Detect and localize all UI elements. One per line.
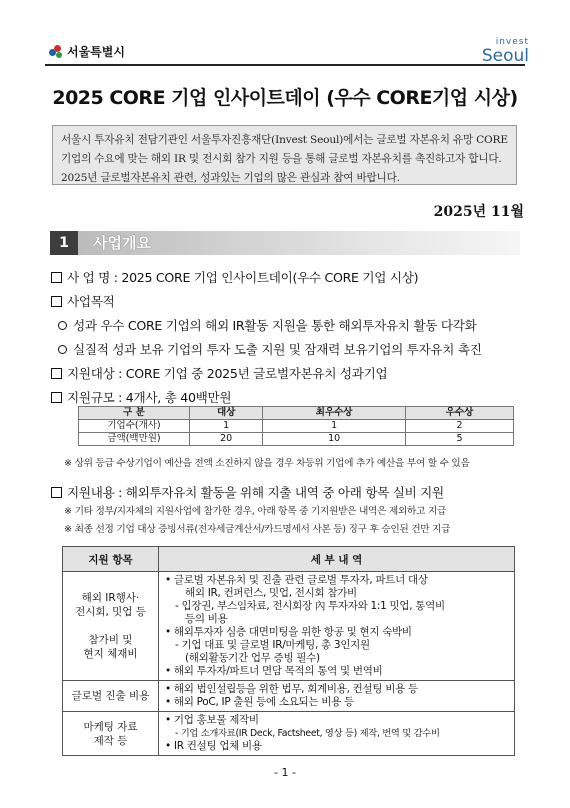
detail-line: • IR 컨설팅 업체 비용	[165, 740, 262, 752]
intro-line: 2025년 글로벌자본유치 관련, 성과있는 기업의 많은 관심과 참여 바랍니다.	[61, 172, 400, 184]
seoul-logo-icon	[49, 45, 63, 59]
intro-box	[52, 125, 517, 185]
purpose-bullet-2: 실질적 성과 보유 기업의 투자 도출 지원 및 잠재력 보유기업의 투자유치 촉진	[58, 339, 482, 358]
item-scale: 지원규모 : 4개사, 총 40백만원	[51, 387, 231, 406]
table-cell: 1	[263, 420, 406, 433]
circle-bullet-icon	[58, 321, 67, 330]
item-content: 지원내용 : 해외투자유치 활동을 위해 지출 내역 중 아래 항목 실비 지원	[51, 482, 444, 501]
table-row	[79, 433, 514, 446]
page-number: - 1 -	[274, 766, 296, 779]
intro-line: 서울시 투자유치 전담기관인 서울투자진흥재단(Invest Seoul)에서는 글로벌 자본유치 유망 CORE	[61, 134, 508, 146]
table-header-cell: 최우수상	[263, 407, 406, 420]
detail-line: • 기업 홍보물 제작비	[165, 714, 259, 726]
scale-note: ※ 상위 등급 수상기업이 예산을 전액 소진하지 않을 경우 차등위 기업에 추가 예산을 부여 할 수 있음	[64, 458, 470, 469]
detail-line: - 기업 대표 및 글로벌 IR/마케팅, 총 3인지원	[175, 639, 370, 651]
seoul-city-label: 서울특별시	[67, 45, 125, 59]
detail-line: - 기업 소개자료(IR Deck, Factsheet, 영상 등) 제작, 번역 및 감수비	[175, 728, 440, 739]
table-header-cell: 대상	[190, 407, 263, 420]
checkbox-square-icon	[51, 368, 62, 379]
table-cell: 금액(백만원)	[79, 433, 190, 446]
checkbox-square-icon	[51, 392, 62, 403]
header-divider	[45, 64, 525, 66]
detail-line: • 해외투자자 심층 대면미팅을 위한 항공 및 현지 숙박비	[165, 626, 412, 638]
invest-seoul-logo: invest Seoul	[481, 37, 529, 66]
table-header-row	[79, 407, 514, 420]
content-note-1: ※ 기타 정부/지자체의 지원사업에 참가한 경우, 아래 항목 중 기지원받은 내역은 제외하고 지급	[64, 506, 447, 517]
detail-line: - 입장권, 부스임차료, 전시회장 內 투자자와 1:1 밋업, 통역비	[175, 600, 445, 612]
table-cell: 기업수(개사)	[79, 420, 190, 433]
table-header-cell: 구 분	[79, 407, 190, 420]
table-cell: 10	[263, 433, 406, 446]
table-header-cell: 세 부 내 역	[159, 547, 515, 572]
circle-bullet-icon	[58, 345, 67, 354]
checkbox-square-icon	[51, 296, 62, 307]
table-header-cell: 지원 항목	[63, 547, 159, 572]
section-number: 1	[50, 231, 78, 255]
checkbox-square-icon	[51, 272, 62, 283]
item-name: 사 업 명 : 2025 CORE 기업 인사이트데이(우수 CORE 기업 시상)	[51, 267, 418, 286]
content-note-2: ※ 최종 선정 기업 대상 증빙서류(전자세금계산서/카드명세서 사본 등) 징구 후 승인된 건만 지급	[64, 524, 451, 535]
support-category-cell: 해외 IR행사· 전시회, 밋업 등 참가비 및 현지 체재비	[63, 572, 159, 681]
intro-line: 기업의 수요에 맞는 해외 IR 및 전시회 참가 지원 등을 통해 글로벌 자본유치를 촉진하고자 합니다.	[61, 153, 502, 165]
support-detail-cell	[159, 712, 515, 756]
detail-line: • 해외 법인설립등을 위한 법무, 회계비용, 컨설팅 비용 등	[165, 683, 418, 695]
detail-line: 등의 비용	[185, 613, 228, 625]
document-title: 2025 CORE 기업 인사이트데이 (우수 CORE기업 시상)	[52, 87, 518, 109]
table-row	[63, 712, 515, 756]
table-header-row	[63, 547, 515, 572]
detail-line: • 글로벌 자본유치 및 진출 관련 글로벌 투자자, 파트너 대상	[165, 574, 428, 586]
document-date: 2025년 11월	[433, 204, 524, 220]
table-cell: 1	[190, 420, 263, 433]
detail-line: 해외 IR, 컨퍼런스, 밋업, 전시회 참가비	[185, 587, 357, 599]
table-header-cell: 우수상	[406, 407, 514, 420]
table-row	[63, 681, 515, 712]
section-title: 사업개요	[93, 234, 151, 252]
checkbox-square-icon	[51, 487, 62, 498]
detail-line: • 해외 투자자/파트너 면담 목적의 통역 및 번역비	[165, 665, 383, 677]
table-cell: 20	[190, 433, 263, 446]
purpose-bullet-1: 성과 우수 CORE 기업의 해외 IR활동 지원을 통한 해외투자유치 활동 다각화	[58, 315, 476, 334]
table-cell: 5	[406, 433, 514, 446]
detail-line: • 해외 PoC, IP 출원 등에 소요되는 비용 등	[165, 696, 354, 708]
table-cell: 2	[406, 420, 514, 433]
support-detail-cell	[159, 681, 515, 712]
item-purpose: 사업목적	[51, 291, 114, 310]
support-category-cell: 마케팅 자료 제작 등	[63, 712, 159, 756]
table-row	[79, 420, 514, 433]
seoul-city-logo	[49, 43, 125, 60]
support-items-table	[62, 546, 515, 756]
table-row	[63, 572, 515, 681]
item-target: 지원대상 : CORE 기업 중 2025년 글로벌자본유치 성과기업	[51, 363, 387, 382]
support-category-cell: 글로벌 진출 비용	[63, 681, 159, 712]
award-table	[78, 406, 514, 446]
detail-line: (해외활동기간 업무 증빙 필수)	[185, 652, 320, 664]
support-detail-cell	[159, 572, 515, 681]
